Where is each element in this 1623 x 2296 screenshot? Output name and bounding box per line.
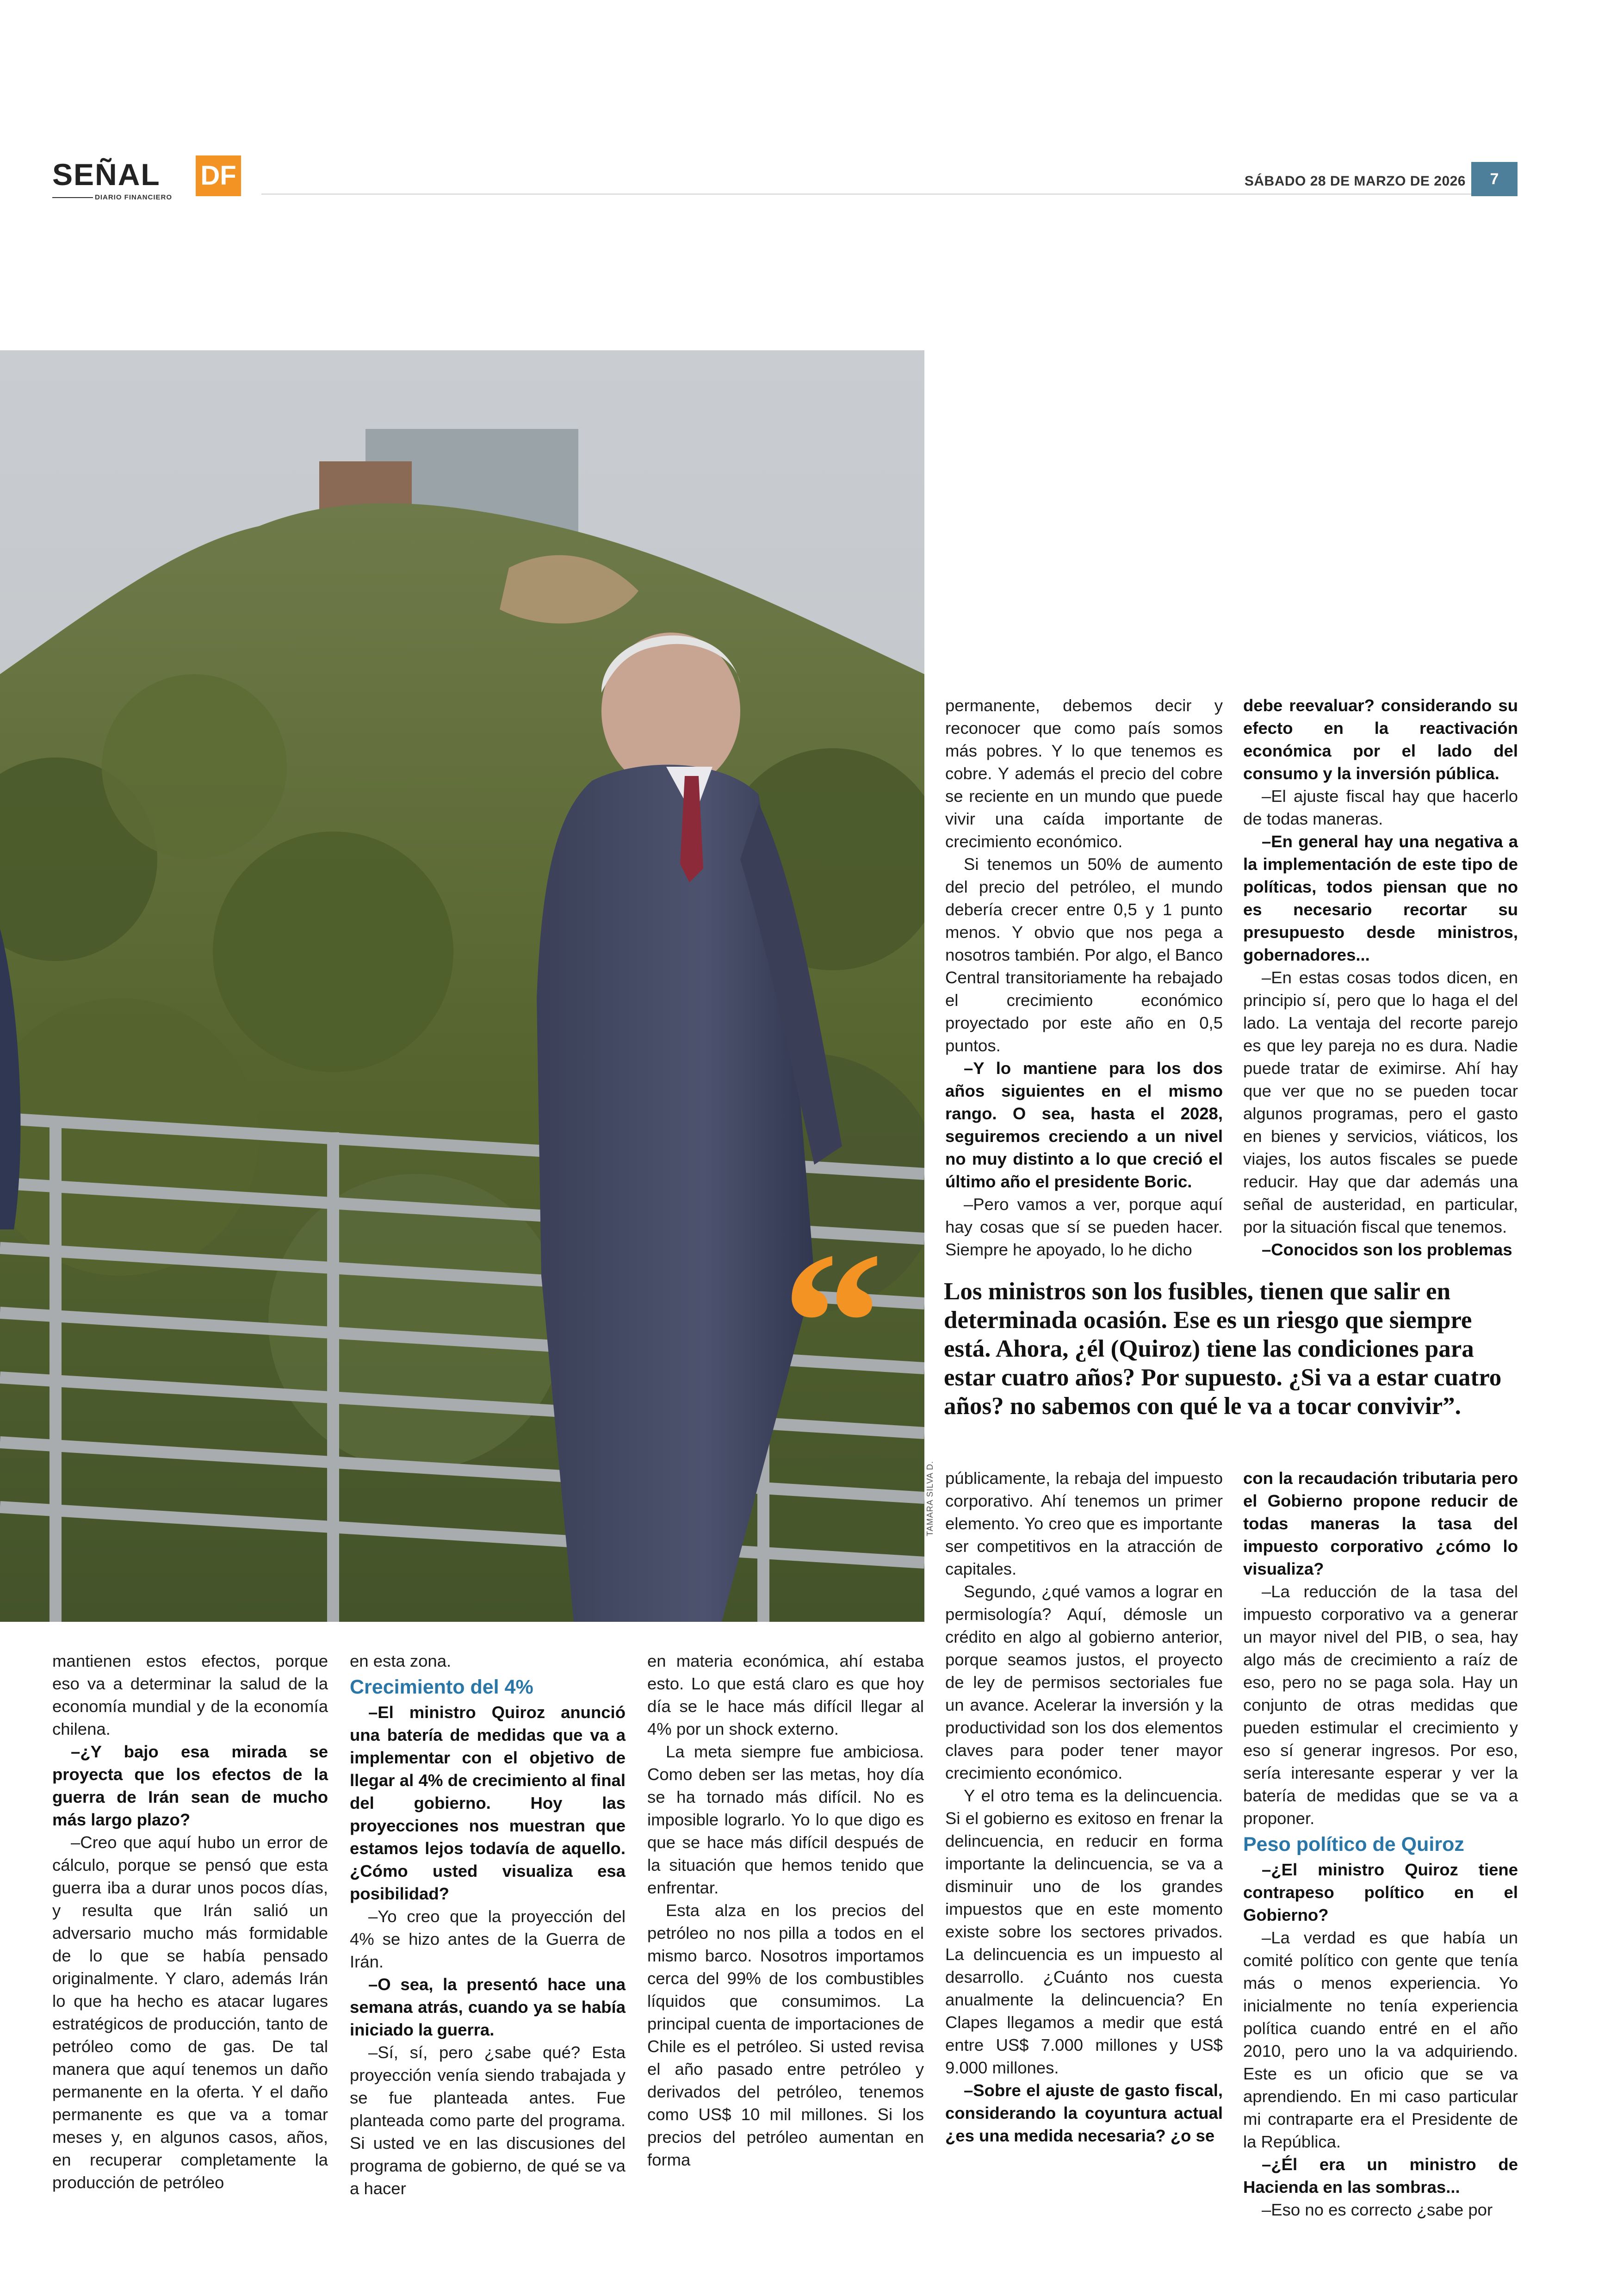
photo-credit: TAMARA SILVA D. — [925, 1460, 935, 1536]
interview-question: debe reevaluar? considerando su efecto en la reactivación económica por el lado del consumo y la inversión pública. — [1243, 696, 1518, 783]
interview-question: –¿Él era un ministro de Hacienda en las sombras... — [1243, 2155, 1518, 2197]
page-number: 7 — [1471, 162, 1518, 196]
interview-question: –Sobre el ajuste de gasto fiscal, considerando la coyuntura actual ¿es una medida necesaria? ¿o se — [945, 2081, 1223, 2145]
interview-question: con la recaudación tributaria pero el Gobierno propone reducir de todas maneras la tasa del impuesto corporativo ¿cómo lo visualiza? — [1243, 1469, 1518, 1578]
logo-subtitle: DIARIO FINANCIERO — [95, 193, 172, 201]
paragraph: –Creo que aquí hubo un error de cálculo, porque se pensó que esta guerra iba a durar unos pocos días, y resulta que Irán salió un adversario mucho más formidable de lo que se había pensado originalmente. Y claro, además Irán lo que ha hecho es atacar lugares estratégicos de producción, tanto de petróleo como de gas. De tal manera que aquí tenemos un daño permanente en la oferta. Y el daño permanente es que va a tomar meses y, en algunos casos, años, en recuperar completamente la producción de petróleo — [52, 1833, 328, 2192]
paragraph: Y el otro tema es la delincuencia. Si el gobierno es exitoso en frenar la delincuencia, en reducir en forma importante la delincuencia, se va a disminuir uno de los grandes impuestos que en este momento existe sobre los sectores privados. La delincuencia es un impuesto al desarrollo. ¿Cuánto nos cuesta anualmente la delincuencia? En Clapes llegamos a medir que está entre US$ 7.000 millones y US$ 9.000 millones. — [945, 1786, 1223, 2077]
column-2 — [350, 1650, 626, 2200]
column-1 — [52, 1650, 328, 2194]
interview-question: –¿Y bajo esa mirada se proyecta que los efectos de la guerra de Irán sean de mucho más largo plazo? — [52, 1742, 328, 1829]
interview-question: –En general hay una negativa a la implementación de este tipo de políticas, todos piensan que no es necesario recortar su presupuesto desde ministros, gobernadores... — [1243, 832, 1518, 964]
paragraph: permanente, debemos decir y reconocer que como país somos más pobres. Y lo que tenemos es cobre. Y además el precio del cobre se reciente en un mundo que puede vivir una caída importante de crecimiento económico. — [945, 696, 1223, 851]
logo-rule — [52, 197, 93, 198]
column-5 — [1243, 1467, 1518, 2221]
tree — [102, 674, 287, 859]
paragraph: La meta siempre fue ambiciosa. Como deben ser las metas, hoy día se ha tornado más difícil. No es imposible lograrlo. Yo lo que digo es que se hace más difícil después de la situación que hemos tenido que enfrentar. — [647, 1742, 924, 1897]
paragraph: públicamente, la rebaja del impuesto corporativo. Ahí tenemos un primer elemento. Yo creo que es importante ser competitivos en la atracción de capitales. — [945, 1469, 1223, 1578]
header-rule — [261, 193, 1476, 195]
interview-question: –El ministro Quiroz anunció una batería de medidas que va a implementar con el objetivo de llegar al 4% de crecimiento al final del gobierno. Hoy las proyecciones nos muestran que estamos lejos todavía de aquello. ¿Cómo usted visualiza esa posibilidad? — [350, 1703, 626, 1903]
column-right-top-1 — [945, 694, 1223, 1261]
publication-logo — [52, 155, 237, 206]
paragraph: –La verdad es que había un comité político con gente que tenía más o menos experiencia. Yo inicialmente no tenía experiencia política cuando entré en el año 2010, pero uno la va adquiriendo. Este es un oficio que se va aprendiendo. En mi caso particular mi contraparte era el Presidente de la República. — [1243, 1928, 1518, 2151]
paragraph: en materia económica, ahí estaba esto. Lo que está claro es que hoy día se le hace más difícil llegar al 4% por un shock externo. — [647, 1651, 924, 1738]
interview-question: –Conocidos son los problemas — [1262, 1240, 1512, 1259]
paragraph: mantienen estos efectos, porque eso va a determinar la salud de la economía mundial y de la economía chilena. — [52, 1651, 328, 1738]
section-heading: Crecimiento del 4% — [350, 1676, 533, 1698]
interview-question: –O sea, la presentó hace una semana atrás, cuando ya se había iniciado la guerra. — [350, 1975, 626, 2039]
column-3 — [647, 1650, 924, 2171]
issue-date: SÁBADO 28 DE MARZO DE 2026 — [1244, 174, 1466, 189]
paragraph: –Yo creo que la proyección del 4% se hizo antes de la Guerra de Irán. — [350, 1907, 626, 1971]
paragraph: Si tenemos un 50% de aumento del precio del petróleo, el mundo debería crecer entre 0,5 y 1 punto menos. Y obvio que nos pega a nosotros también. Por algo, el Banco Central transitoriamente ha rebajado el crecimiento económico proyectado por este año en 0,5 puntos. — [945, 855, 1223, 1055]
paragraph: –Eso no es correcto ¿sabe por — [1262, 2200, 1493, 2219]
section-heading: Peso político de Quiroz — [1243, 1833, 1464, 1855]
paragraph: Segundo, ¿qué vamos a lograr en permisología? Aquí, démosle un crédito en algo al gobierno anterior, porque seamos justos, el proyecto de ley de permisos sectoriales fue un avance. Acelerar la inversión y la productividad son los dos elementos claves para poder tener mayor crecimiento económico. — [945, 1582, 1223, 1782]
logo-badge: DF — [196, 155, 241, 196]
column-4 — [945, 1467, 1223, 2147]
quote-mark-icon: “ — [782, 1210, 884, 1436]
paragraph: –Pero vamos a ver, porque aquí hay cosas que sí se pueden hacer. Siempre he apoyado, lo he dicho — [945, 1195, 1223, 1259]
interview-question: –¿El ministro Quiroz tiene contrapeso político en el Gobierno? — [1243, 1860, 1518, 1924]
pull-quote: Los ministros son los fusibles, tienen que salir en determinada ocasión. Ese es un riesgo que siempre está. Ahora, ¿él (Quiroz) tiene las condiciones para estar cuatro años? Por supuesto. ¿Si va a estar cuatro años? no sabemos con qué le va a tocar convivir”. — [944, 1278, 1502, 1420]
interview-question: –Y lo mantiene para los dos años siguientes en el mismo rango. O sea, hasta el 2028, seguiremos creciendo a un nivel no muy distinto a lo que creció el último año el presidente Boric. — [945, 1059, 1223, 1191]
paragraph: en esta zona. — [350, 1651, 452, 1670]
tree — [213, 832, 453, 1072]
paragraph: –El ajuste fiscal hay que hacerlo de todas maneras. — [1243, 787, 1518, 828]
logo-wordmark: SEÑAL — [52, 157, 161, 192]
paragraph: –La reducción de la tasa del impuesto corporativo va a generar un mayor nivel del PIB, o sea, hay algo más de crecimiento a raíz de eso, pero no se paga sola. Hay un conjunto de otras medidas que pueden estimular el crecimiento y eso sí generar ingresos. Por eso, sería interesante esperar y ver la batería de medidas que se va a proponer. — [1243, 1582, 1518, 1828]
paragraph: –En estas cosas todos dicen, en principio sí, pero que lo haga el del lado. La ventaja del recorte parejo es que ley pareja no es dura. Nadie puede tratar de eximirse. Ahí hay que ver que no se pueden tocar algunos programas, pero el gasto en bienes y servicios, viáticos, los viajes, los autos fiscales se puede reducir. Hay que dar además una señal de austeridad, en particular, por la situación fiscal que tenemos. — [1243, 968, 1518, 1236]
paragraph: Esta alza en los precios del petróleo no nos pilla a todos en el mismo barco. Nosotros importamos cerca del 99% de los combustibles líquidos que consumimos. La principal cuenta de importaciones de Chile es el petróleo. Si usted revisa el año pasado entre petróleo y derivados del petróleo, tenemos como US$ 10 mil millones. Si los precios del petróleo aumentan en forma — [647, 1901, 924, 2169]
paragraph: –Sí, sí, pero ¿sabe qué? Esta proyección venía siendo trabajada y se fue planteada antes. Fue planteada como parte del programa. Si usted ve en las discusiones del programa de gobierno, de qué se va a hacer — [350, 2043, 626, 2198]
column-right-top-2 — [1243, 694, 1518, 1261]
